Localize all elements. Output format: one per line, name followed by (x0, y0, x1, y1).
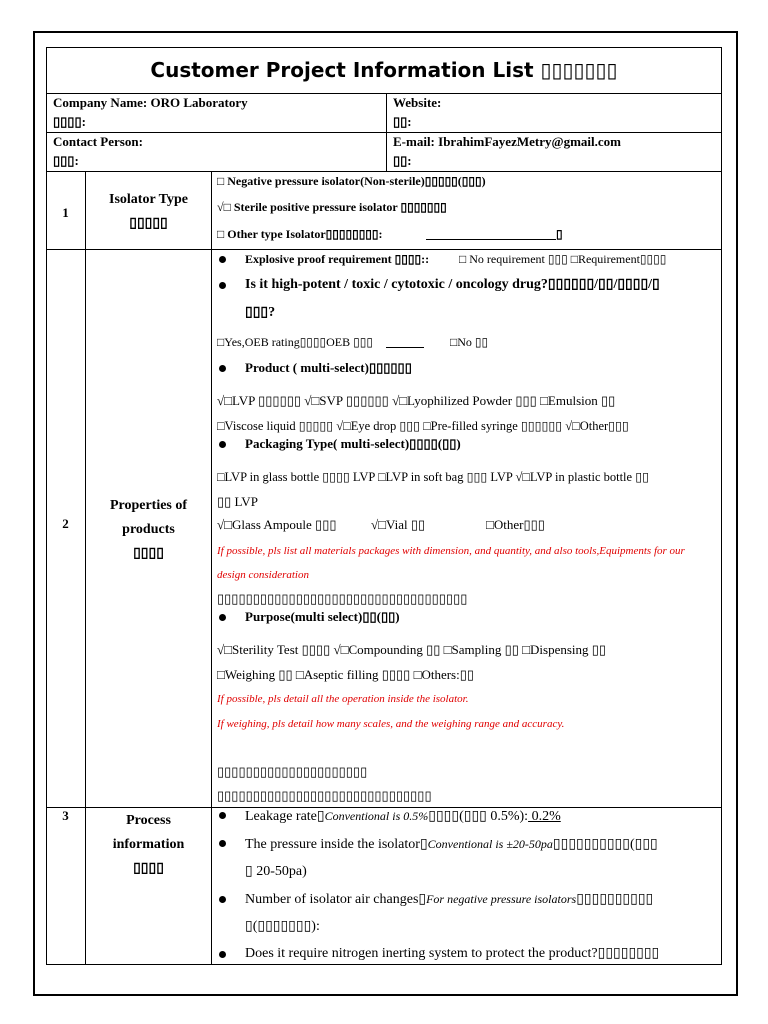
oeb-yes-option: □Yes,OEB rating▯▯▯▯OEB ▯▯▯ (217, 335, 373, 349)
bullet (219, 441, 226, 448)
row-label: Properties of (109, 498, 188, 513)
option-negative-isolator: □ Negative pressure isolator(Non-sterile)▯▯▯▯▯(▯▯▯) (217, 174, 486, 188)
bullet (219, 812, 226, 819)
divider (46, 132, 722, 133)
fill-in-underline (426, 239, 556, 240)
option-other-isolator-end: ▯ (556, 227, 563, 241)
bullet (219, 896, 226, 903)
explosive-proof-options: □ No requirement ▯▯▯ □Requirement▯▯▯▯ (459, 252, 667, 266)
divider (46, 93, 722, 94)
bullet (219, 840, 226, 847)
packaging-heading: Packaging Type( multi-select)▯▯▯▯(▯▯) (245, 436, 461, 451)
contact-person-label: Contact Person: (53, 134, 143, 149)
email-label-cn: ▯▯: (393, 153, 412, 168)
fill-in-underline (386, 347, 424, 348)
website-label-cn: ▯▯: (393, 114, 412, 129)
purpose-options-line: √□Sterility Test ▯▯▯▯ √□Compounding ▯▯ □Sampling ▯▯ □Dispensing ▯▯ (217, 642, 607, 657)
row-label-cn: ▯▯▯▯ (133, 861, 164, 876)
packaging-options-line: □LVP in glass bottle ▯▯▯▯ LVP □LVP in soft bag ▯▯▯ LVP √□LVP in plastic bottle ▯▯ (217, 470, 649, 484)
company-name-cn: ▯▯▯▯: (53, 114, 86, 129)
air-changes-label-cn: ▯▯▯▯▯▯▯▯▯▯ (576, 892, 654, 907)
product-options-line: □Viscose liquid ▯▯▯▯▯ √□Eye drop ▯▯▯ □Pre-filled syringe ▯▯▯▯▯▯ √□Other▯▯▯ (217, 419, 629, 433)
divider (386, 93, 387, 171)
purpose-note-cn: ▯▯▯▯▯▯▯▯▯▯▯▯▯▯▯▯▯▯▯▯▯ (217, 764, 368, 779)
website-label: Website: (393, 95, 442, 110)
pressure-line-cont: ▯ 20-50pa) (245, 864, 307, 879)
bullet (219, 614, 226, 621)
purpose-heading: Purpose(multi select)▯▯(▯▯) (245, 609, 400, 624)
contact-person-label-cn: ▯▯▯: (53, 153, 79, 168)
product-options-line: √□LVP ▯▯▯▯▯▯ √□SVP ▯▯▯▯▯▯ √□Lyophilized Powder ▯▯▯ □Emulsion ▯▯ (217, 393, 616, 408)
packaging-option-vial: √□Vial ▯▯ (371, 517, 426, 532)
packaging-options-line: ▯▯ LVP (217, 494, 258, 509)
company-name: Company Name: ORO Laboratory (53, 95, 248, 110)
row-label: Process (126, 813, 171, 828)
email-label: E-mail: IbrahimFayezMetry@gmail.com (393, 134, 621, 149)
packaging-option-ampoule: √□Glass Ampoule ▯▯▯ (217, 517, 337, 532)
leakage-rate-label: Leakage rate▯ (245, 809, 325, 824)
pressure-label-cn: ▯▯▯▯▯▯▯▯▯▯(▯▯▯ (552, 837, 658, 852)
product-heading: Product ( multi-select)▯▯▯▯▯▯ (245, 360, 412, 375)
air-changes-label: Number of isolator air changes▯ (245, 892, 427, 907)
divider (46, 249, 722, 250)
explosive-proof-label: Explosive proof requirement ▯▯▯▯:: (245, 252, 430, 266)
row-label-cn: ▯▯▯▯▯ (129, 216, 168, 231)
purpose-note: If weighing, pls detail how many scales, and the weighing range and accuracy. (217, 718, 565, 730)
high-potent-question-cont: ▯▯▯? (245, 305, 276, 320)
row-label: products (122, 522, 175, 537)
row-number: 2 (62, 516, 69, 531)
air-changes-note: For negative pressure isolators (426, 892, 577, 906)
row-label: Isolator Type (109, 192, 188, 207)
option-sterile-positive-isolator: √□ Sterile positive pressure isolator ▯▯▯▯▯▯▯ (217, 200, 447, 214)
purpose-note-cn: ▯▯▯▯▯▯▯▯▯▯▯▯▯▯▯▯▯▯▯▯▯▯▯▯▯▯▯▯▯▯ (217, 788, 432, 803)
nitrogen-question: Does it require nitrogen inerting system to protect the product?▯▯▯▯▯▯▯▯ (245, 946, 660, 961)
row-label: information (112, 837, 185, 852)
packaging-note-cn: ▯▯▯▯▯▯▯▯▯▯▯▯▯▯▯▯▯▯▯▯▯▯▯▯▯▯▯▯▯▯▯▯▯▯▯ (217, 591, 468, 606)
divider (211, 171, 212, 965)
leakage-rate-line (245, 808, 561, 825)
purpose-options-line: □Weighing ▯▯ □Aseptic filling ▯▯▯▯ □Others:▯▯ (217, 667, 475, 682)
oeb-no-option: □No ▯▯ (450, 335, 489, 349)
packaging-note: design consideration (217, 569, 309, 581)
row-label-cn: ▯▯▯▯ (133, 546, 164, 561)
row-number: 3 (62, 808, 69, 823)
pressure-line (245, 836, 658, 853)
purpose-note: If possible, pls detail all the operation inside the isolator. (217, 693, 469, 705)
row-number: 1 (62, 205, 69, 220)
divider (46, 171, 722, 172)
air-changes-line (245, 891, 653, 908)
bullet (219, 365, 226, 372)
document-title: Customer Project Information List ▯▯▯▯▯▯▯ (150, 58, 618, 82)
pressure-conventional: Conventional is ±20-50pa (427, 837, 553, 851)
bullet (219, 951, 226, 958)
high-potent-question: Is it high-potent / toxic / cytotoxic / oncology drug?▯▯▯▯▯▯/▯▯/▯▯▯▯/▯ (245, 277, 660, 292)
packaging-note: If possible, pls list all materials packages with dimension, and quantity, and also tools,Equipments for our (217, 545, 685, 557)
bullet (219, 282, 226, 289)
leakage-rate-conventional: Conventional is 0.5% (324, 809, 429, 823)
bullet (219, 256, 226, 263)
leakage-rate-label-cn: ▯▯▯▯(▯▯▯ 0.5%): (428, 809, 529, 824)
air-changes-line-cont: ▯(▯▯▯▯▯▯▯): (245, 919, 320, 934)
packaging-option-other: □Other▯▯▯ (486, 517, 545, 532)
pressure-label: The pressure inside the isolator▯ (245, 837, 428, 852)
leakage-rate-value: 0.2% (528, 809, 561, 824)
option-other-isolator: □ Other type Isolator▯▯▯▯▯▯▯▯: (217, 227, 383, 241)
